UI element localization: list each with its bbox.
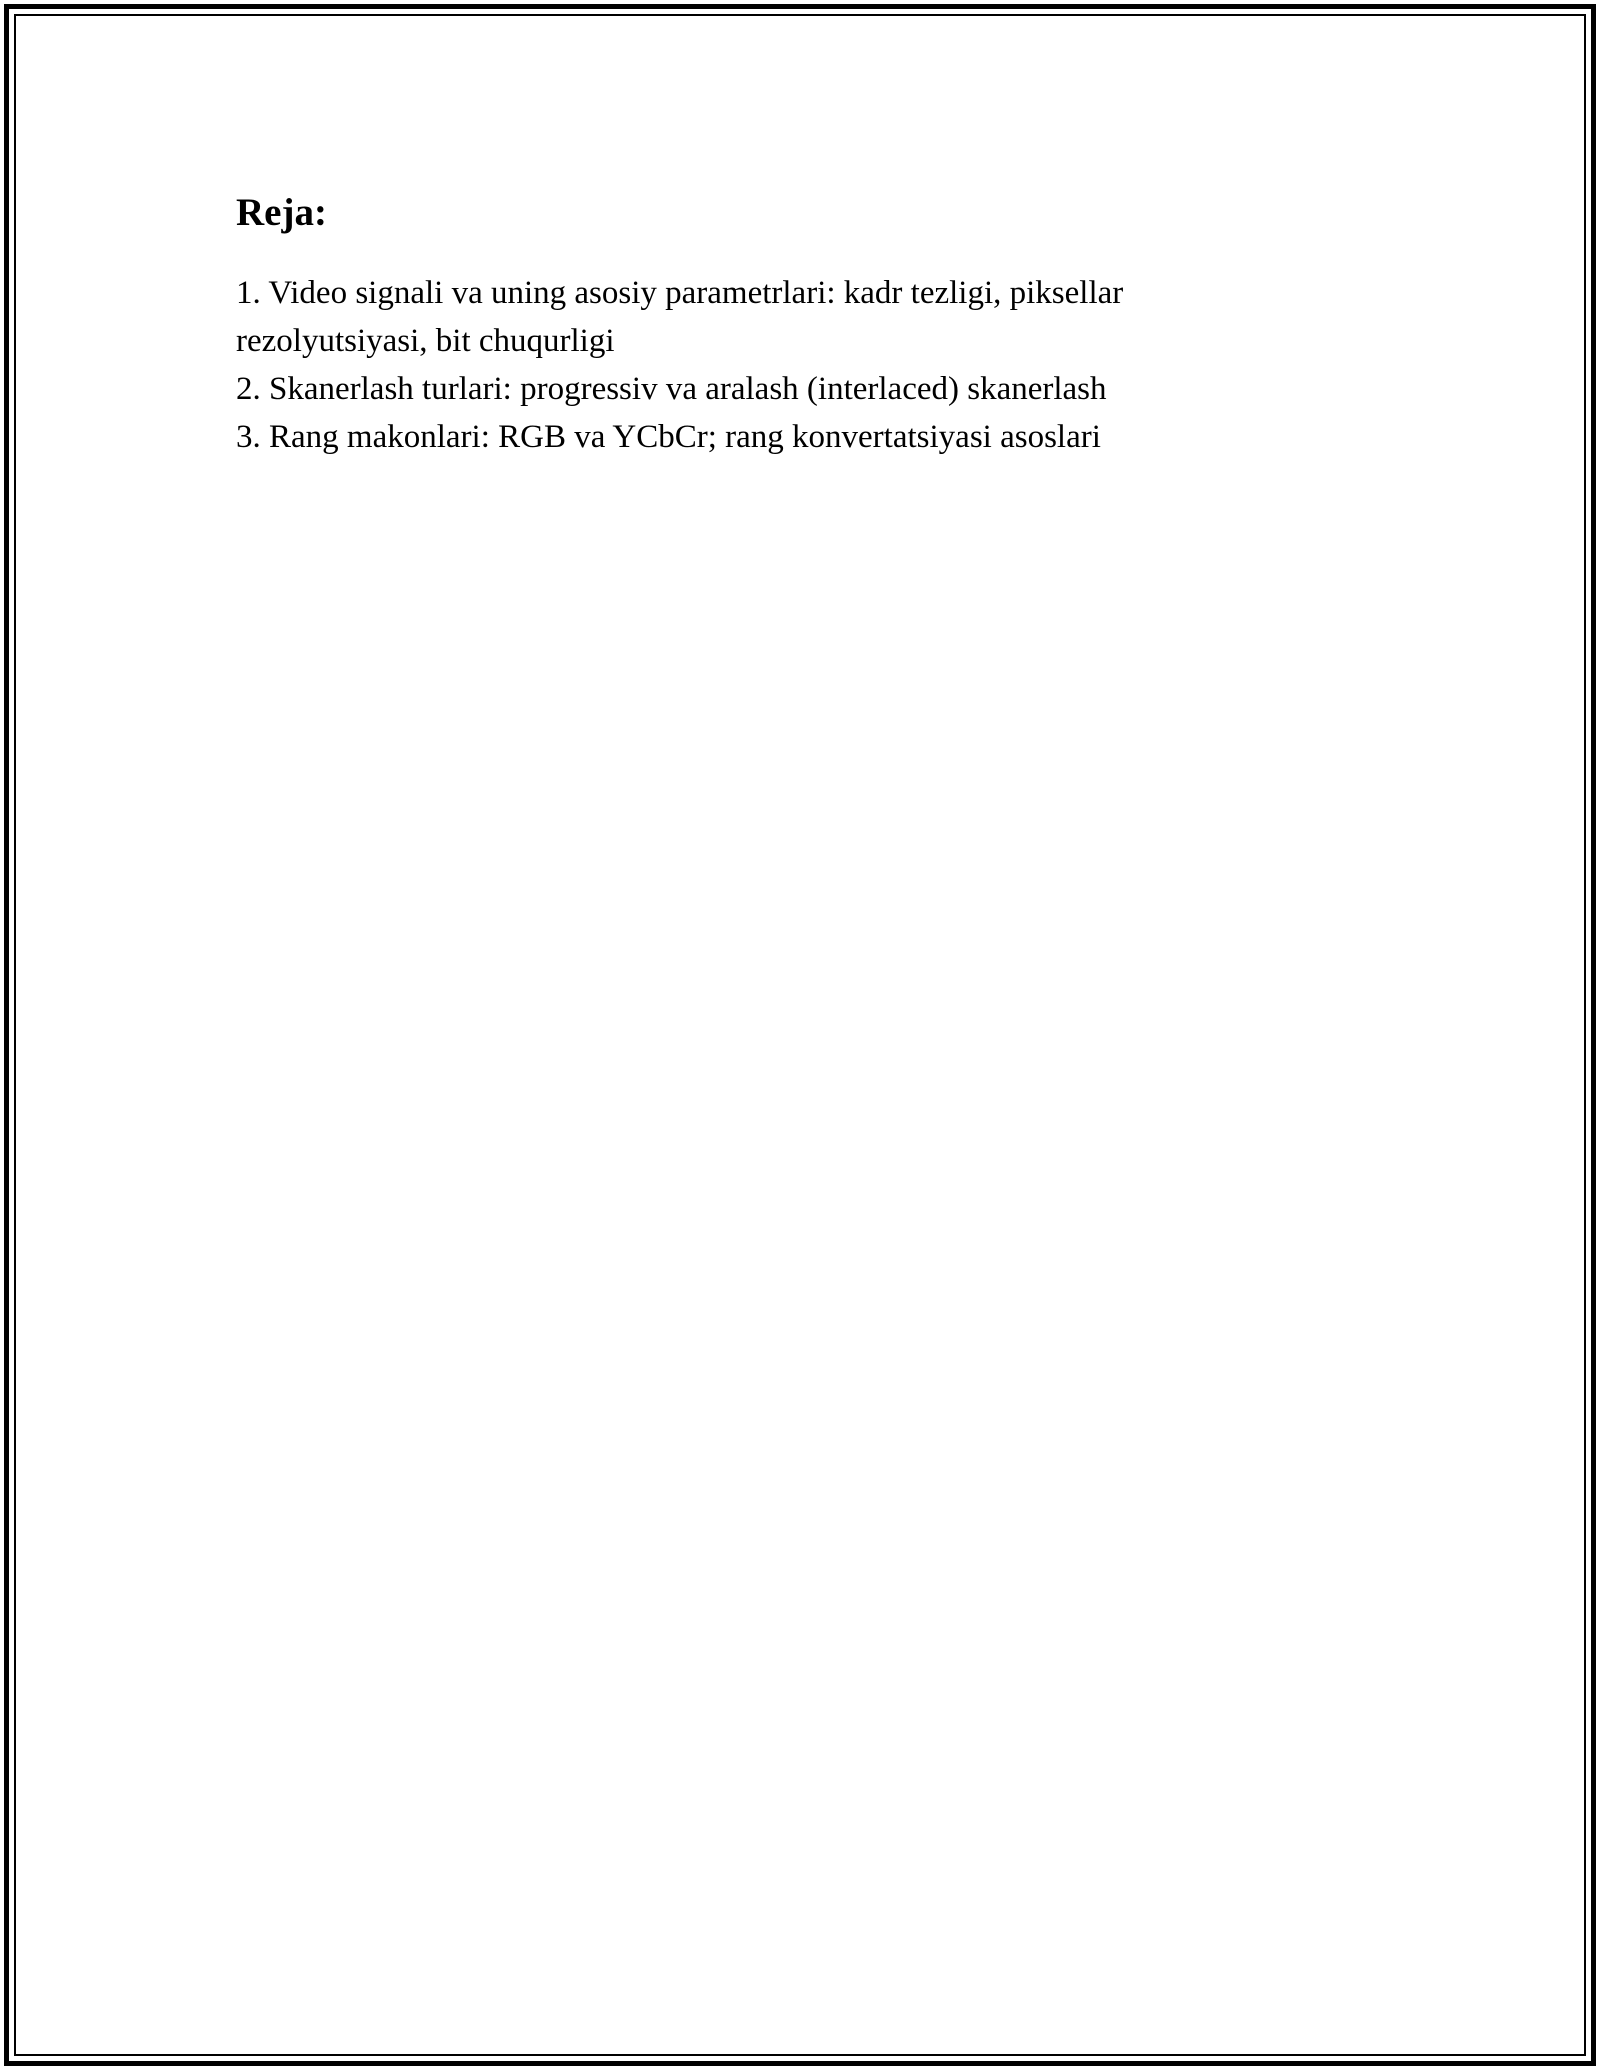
plan-item-2: 2. Skanerlash turlari: progressiv va aralash (interlaced) skanerlash <box>236 371 1107 407</box>
plan-list <box>236 269 1276 461</box>
document-content <box>236 185 1276 461</box>
plan-item-3: 3. Rang makonlari: RGB va YCbCr; rang konvertatsiyasi asoslari <box>236 419 1101 455</box>
plan-item-1: 1. Video signali va uning asosiy parametrlari: kadr tezligi, piksellar rezolyutsiyasi, bit chuqurligi <box>236 275 1124 359</box>
plan-heading: Reja: <box>236 191 327 234</box>
